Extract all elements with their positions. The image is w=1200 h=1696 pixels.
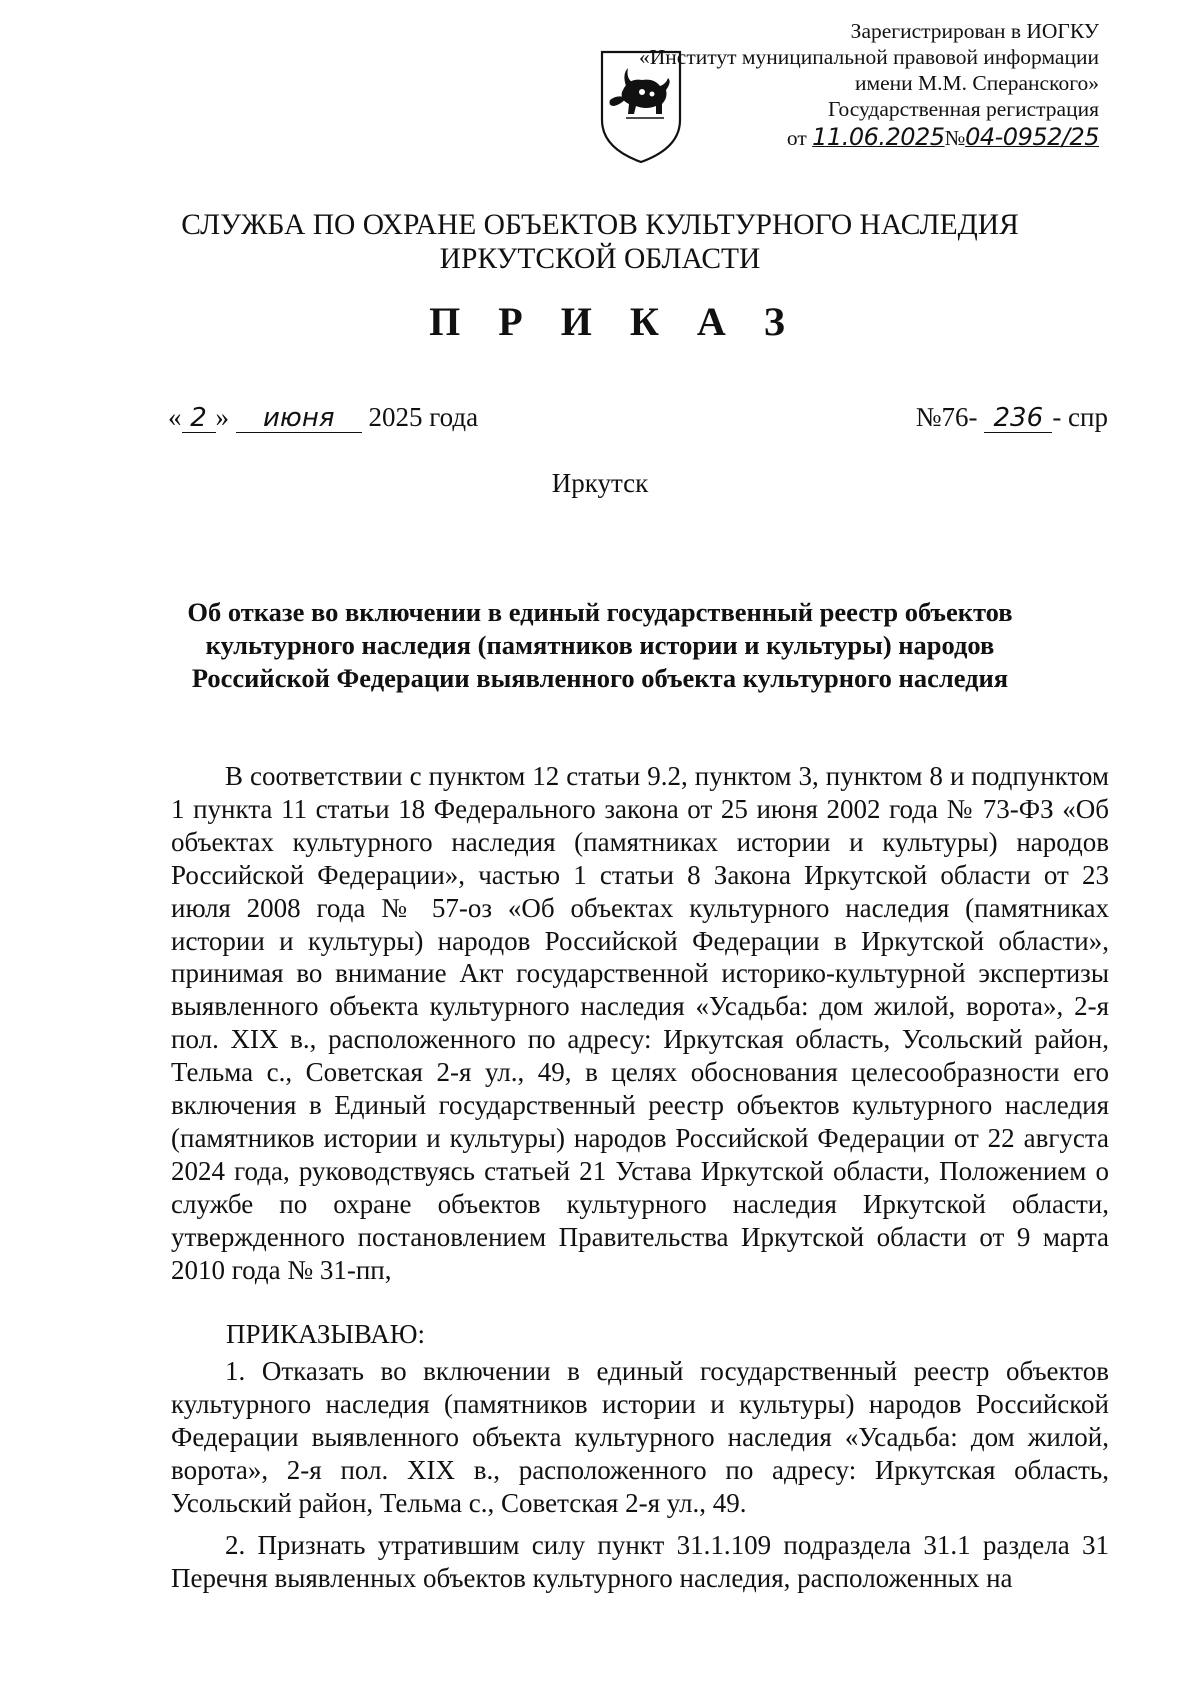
registration-date: 11.06.2025: [812, 123, 945, 151]
order-number-suffix: - спр: [1052, 402, 1108, 432]
irkutsk-coat-of-arms-icon: [596, 48, 686, 166]
order-item-1: 1. Отказать во включении в единый государственный реестр объектов культурного наследия (памятников истории и культуры) народов Российской Федерации выявленного объекта культурного наследия «Усадьба: дом жилой, ворота», 2-я пол. XIX в., расположенного по адресу: Иркутская область, Усольский район, Тельма с., Советская 2-я ул., 49.: [171, 1356, 1109, 1518]
document-title: П Р И К А З: [429, 299, 799, 344]
registration-number-sign: №: [944, 126, 966, 150]
order-date: [168, 402, 478, 433]
date-close-quote: »: [215, 402, 229, 432]
registration-line-3: имени М.М. Сперанского»: [854, 71, 1099, 95]
registration-from-label: от: [786, 126, 807, 150]
date-day: 2: [182, 404, 216, 433]
order-word: ПРИКАЗЫВАЮ:: [226, 1319, 425, 1349]
order-number-value: 236: [984, 404, 1052, 433]
city: Иркутск: [551, 468, 649, 498]
order-number: [916, 402, 1108, 433]
date-open-quote: «: [168, 402, 182, 432]
date-year: 2025 года: [368, 402, 479, 432]
registration-number-line: [479, 124, 1099, 151]
registration-line-1: Зарегистрирован в ИОГКУ: [850, 19, 1099, 43]
agency-name-line-1: СЛУЖБА ПО ОХРАНЕ ОБЪЕКТОВ КУЛЬТУРНОГО НАСЛЕДИЯ: [181, 209, 1019, 241]
registration-line-2: «Институт муниципальной правовой информации: [639, 45, 1099, 69]
order-subject: Об отказе во включении в единый государственный реестр объектов культурного наследия (памятников истории и культуры) народов Российской Федерации выявленного объекта культурного наследия: [187, 597, 1013, 693]
order-number-prefix: №76-: [915, 402, 978, 432]
preamble-paragraph: В соответствии с пунктом 12 статьи 9.2, пунктом 3, пунктом 8 и подпунктом 1 пункта 11 статьи 18 Федерального закона от 25 июня 2002 года № 73-ФЗ «Об объектах культурного наследия (памятниках истории и культуры) народов Российской Федерации», частью 1 статьи 8 Закона Иркутской области от 23 июля 2008 года № 57-оз «Об объектах культурного наследия (памятниках истории и культуры) народов Российской Федерации в Иркутской области», принимая во внимание Акт государственной историко-культурной экспертизы выявленного объекта культурного наследия «Усадьба: дом жилой, ворота», 2-я пол. XIX в., расположенного по адресу: Иркутская область, Усольский район, Тельма с., Советская 2-я ул., 49, в целях обоснования целесообразности его включения в Единый государственный реестр объектов культурного наследия (памятников истории и культуры) народов Российской Федерации от 22 августа 2024 года, руководствуясь статьей 21 Устава Иркутской области, Положением о службе по охране объектов культурного наследия Иркутской области, утвержденного постановлением Правительства Иркутской области от 9 марта 2010 года № 31-пп,: [171, 761, 1109, 1285]
date-number-line: [168, 402, 1108, 442]
order-item-2: 2. Признать утратившим силу пункт 31.1.109 подраздела 31.1 раздела 31 Перечня выявленных объектов культурного наследия, расположенных на: [171, 1530, 1109, 1593]
date-month: июня: [236, 404, 362, 433]
registration-stamp: [479, 18, 1099, 151]
registration-line-4: Государственная регистрация: [827, 97, 1099, 121]
registration-number: 04-0952/25: [965, 123, 1099, 151]
agency-name-line-2: ИРКУТСКОЙ ОБЛАСТИ: [439, 243, 761, 275]
